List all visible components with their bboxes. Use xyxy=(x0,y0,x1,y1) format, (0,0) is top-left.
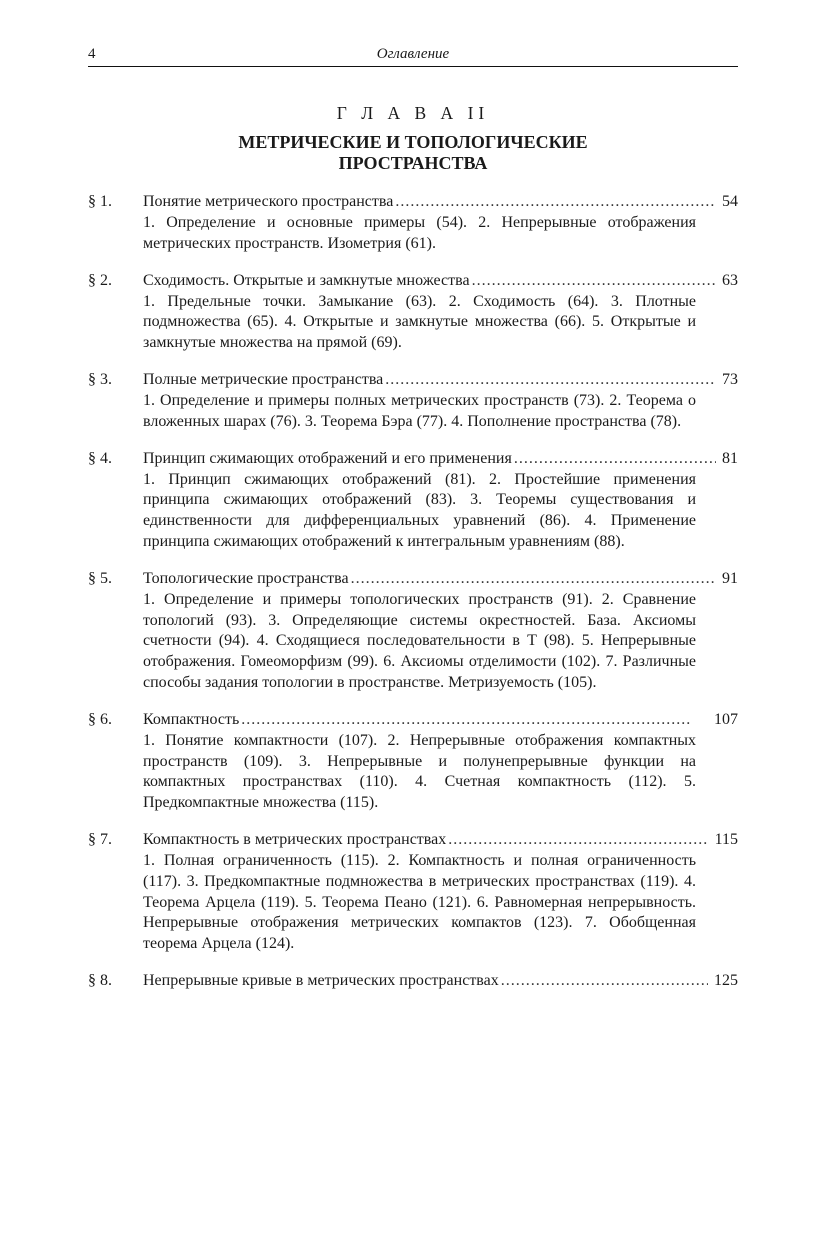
chapter-label: Г Л А В А II xyxy=(336,103,490,123)
section-contents: 1. Принцип сжимающих отображений (81). 2. Простейшие применения принципа сжимающих отображений (83). 3. Теоремы существования и единственности для дифференциальных уравнений (86). 4. Применение принципа сжимающих отображений к интегральным уравнениям (88). xyxy=(143,470,696,550)
section-page: 63 xyxy=(722,271,738,289)
section-title[interactable]: Полные метрические пространства xyxy=(143,370,384,388)
section-number: § 1. xyxy=(88,193,112,210)
leader-dots xyxy=(241,710,708,731)
section-page: 81 xyxy=(722,449,738,467)
leader-dots xyxy=(501,971,708,992)
leader-dots xyxy=(385,370,716,391)
section-page: 125 xyxy=(714,971,738,989)
section-title[interactable]: Понятие метрического пространства xyxy=(143,193,394,210)
toc-entry xyxy=(88,569,738,694)
table-of-contents xyxy=(88,192,738,992)
section-page: 91 xyxy=(722,569,738,587)
section-number: § 8. xyxy=(88,971,112,989)
toc-entry xyxy=(88,192,738,255)
section-number: § 5. xyxy=(88,569,112,587)
section-number: § 6. xyxy=(88,710,112,728)
section-contents: 1. Определение и примеры топологических пространств (91). 2. Сравнение топологий (93). 3. Определяющие системы окрестностей. База. Аксиомы счетности (94). 4. Сходящиеся последовательности в T (98). 5. Непрерывные отображения. Гомеоморфизм (99). 6. Аксиомы отделимости (102). 7. Различные способы задания топологии в пространстве. Метризуемость (105). xyxy=(143,590,696,691)
page-header xyxy=(88,44,738,67)
leader-dots xyxy=(351,569,716,590)
section-contents: 1. Полная ограниченность (115). 2. Компактность и полная ограниченность (117). 3. Предкомпактные подмножества в метрических пространствах (119). 4. Теорема Арцела (119). 5. Теорема Пеано (121). 6. Равномерная непрерывность. Непрерывные отображения метрических компактов (123). 7. Обобщенная теорема Арцела (124). xyxy=(143,851,696,953)
toc-entry xyxy=(88,271,738,354)
leader-dots xyxy=(448,830,708,851)
page-number: 4 xyxy=(88,46,96,62)
toc-entry xyxy=(88,370,738,433)
section-title[interactable]: Принцип сжимающих отображений и его применения xyxy=(143,449,512,467)
chapter-title: МЕТРИЧЕСКИЕ И ТОПОЛОГИЧЕСКИЕ ПРОСТРАНСТВА xyxy=(238,132,588,173)
running-title: Оглавление xyxy=(376,46,450,62)
section-title[interactable]: Топологические пространства xyxy=(143,569,349,587)
toc-entry xyxy=(88,449,738,553)
toc-entry xyxy=(88,710,738,814)
leader-dots xyxy=(395,192,716,213)
section-contents: 1. Определение и примеры полных метрических пространств (73). 2. Теорема о вложенных шарах (76). 3. Теорема Бэра (77). 4. Пополнение пространства (78). xyxy=(143,391,696,430)
toc-entry xyxy=(88,971,738,992)
section-contents: 1. Предельные точки. Замыкание (63). 2. Сходимость (64). 3. Плотные подмножества (65). 4. Открытые и замкнутые множества (66). 5. Открытые и замкнутые множества на прямой (69). xyxy=(143,292,696,352)
section-title[interactable]: Компактность xyxy=(143,710,240,728)
leader-dots xyxy=(472,271,716,292)
section-page: 54 xyxy=(722,193,738,210)
section-page: 73 xyxy=(722,370,738,388)
section-contents: 1. Понятие компактности (107). 2. Непрерывные отображения компактных пространств (109). 3. Непрерывные и полунепрерывные функции на компактных пространствах (110). 4. Счетная компактность (112). 5. Предкомпактные множества (115). xyxy=(143,731,696,812)
section-number: § 7. xyxy=(88,830,112,848)
section-page: 107 xyxy=(714,710,738,728)
section-title[interactable]: Непрерывные кривые в метрических пространствах xyxy=(143,971,499,989)
section-number: § 4. xyxy=(88,449,112,467)
toc-entry xyxy=(88,830,738,955)
section-number: § 3. xyxy=(88,370,112,388)
page xyxy=(88,44,738,1008)
section-number: § 2. xyxy=(88,271,112,289)
section-title[interactable]: Сходимость. Открытые и замкнутые множества xyxy=(143,271,470,289)
section-title[interactable]: Компактность в метрических пространствах xyxy=(143,830,447,848)
leader-dots xyxy=(514,449,716,470)
section-contents: 1. Определение и основные примеры (54). 2. Непрерывные отображения метрических пространств. Изометрия (61). xyxy=(143,214,696,252)
section-page: 115 xyxy=(714,830,738,848)
